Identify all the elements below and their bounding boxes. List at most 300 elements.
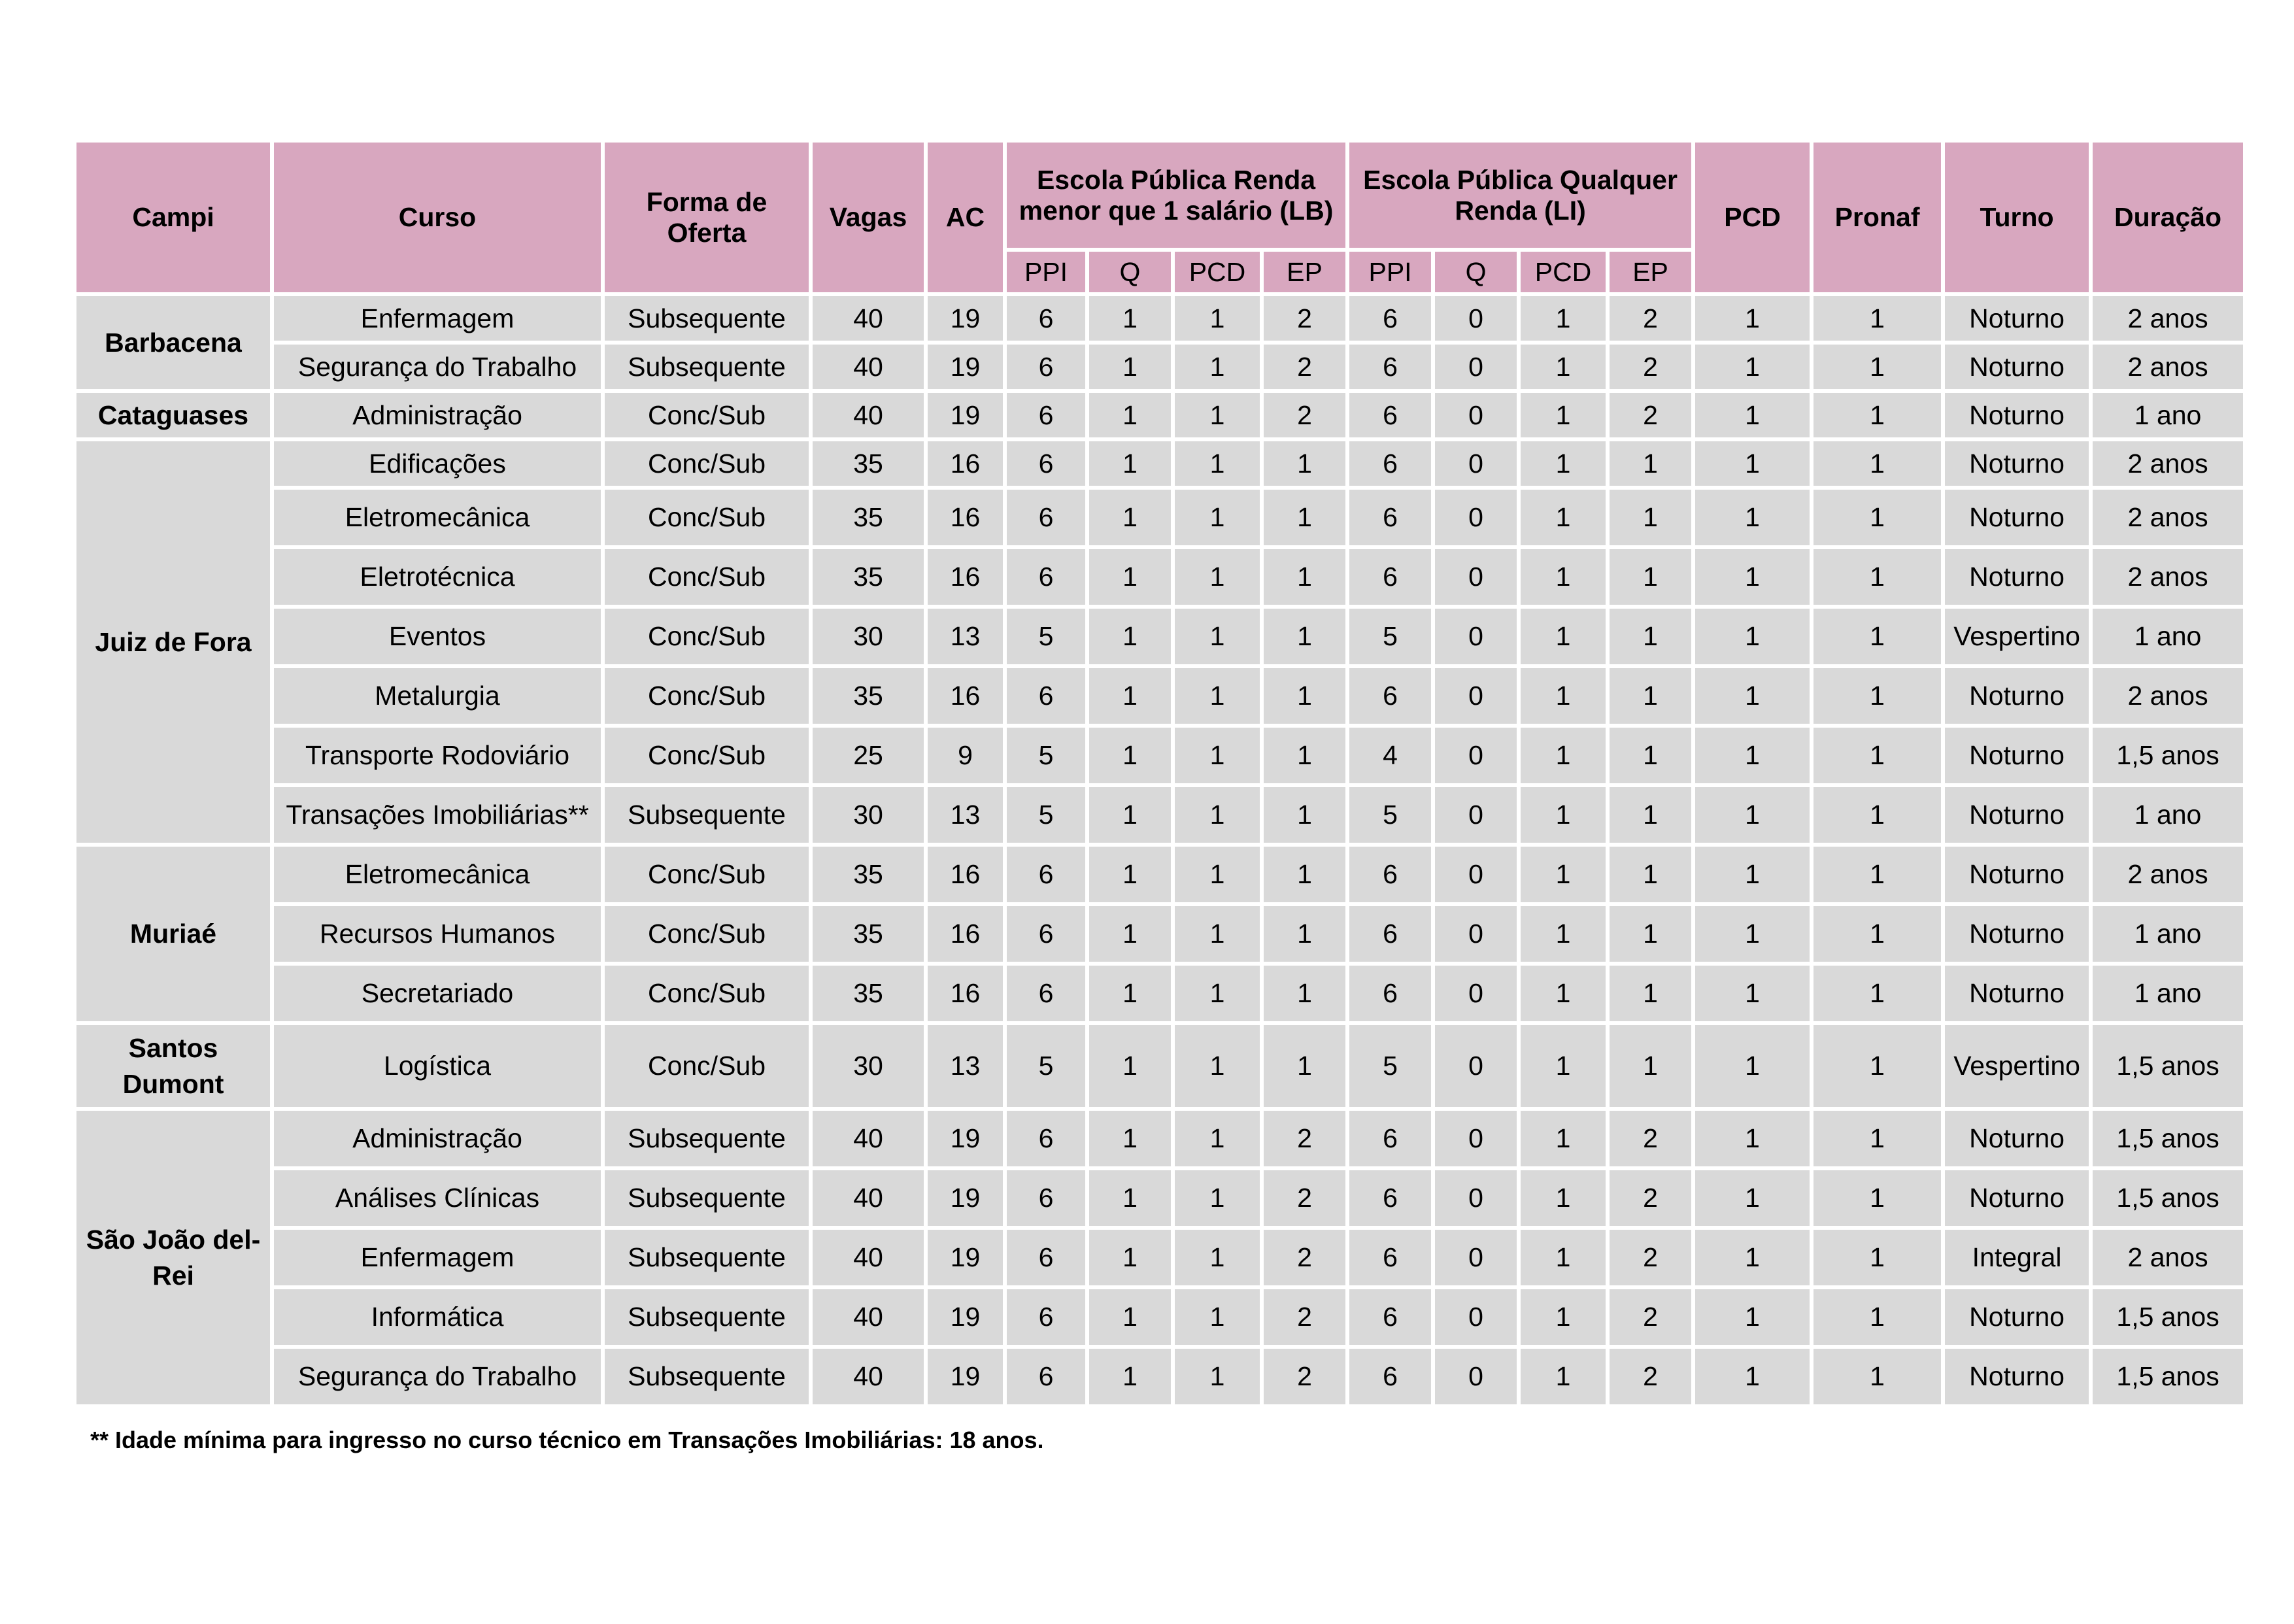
cell-ac: 19 [928,1349,1003,1404]
cell-lb-q: 1 [1089,1025,1171,1107]
cell-pronaf: 1 [1813,728,1941,783]
cell-vagas: 35 [813,847,924,902]
subheader-li-ep: EP [1610,252,1691,292]
cell-li-pcd: 1 [1521,847,1606,902]
cell-li-ppi: 6 [1349,847,1431,902]
cell-li-q: 0 [1435,490,1517,545]
cell-li-pcd: 1 [1521,345,1606,389]
cell-li-pcd: 1 [1521,787,1606,843]
cell-li-ep: 2 [1610,393,1691,437]
cell-lb-ppi: 6 [1007,1289,1085,1345]
cell-li-pcd: 1 [1521,393,1606,437]
cell-li-q: 0 [1435,668,1517,724]
cell-pronaf: 1 [1813,966,1941,1021]
cell-lb-q: 1 [1089,1170,1171,1226]
cell-forma-de-oferta: Subsequente [605,345,809,389]
cell-forma-de-oferta: Conc/Sub [605,1025,809,1107]
cell-lb-ep: 1 [1264,787,1345,843]
table-row [76,296,2243,341]
cell-li-pcd: 1 [1521,1025,1606,1107]
header-escola-publica-lb: Escola Pública Renda menor que 1 salário (LB) [1007,143,1345,248]
cell-duracao: 2 anos [2093,847,2243,902]
cell-duracao: 1 ano [2093,966,2243,1021]
cell-li-pcd: 1 [1521,490,1606,545]
cell-turno: Noturno [1945,549,2089,605]
cell-duracao: 1,5 anos [2093,728,2243,783]
header-forma-de-oferta: Forma de Oferta [605,143,809,292]
header-pcd: PCD [1695,143,1810,292]
cell-lb-ppi: 5 [1007,728,1085,783]
cell-duracao: 2 anos [2093,549,2243,605]
cell-lb-ppi: 5 [1007,1025,1085,1107]
cell-li-ep: 1 [1610,787,1691,843]
cell-pcd: 1 [1695,345,1810,389]
cell-forma-de-oferta: Subsequente [605,296,809,341]
cell-curso: Secretariado [274,966,601,1021]
subheader-li-pcd: PCD [1521,252,1606,292]
cell-turno: Noturno [1945,441,2089,486]
cell-turno: Noturno [1945,668,2089,724]
cell-lb-ep: 1 [1264,668,1345,724]
cell-li-pcd: 1 [1521,966,1606,1021]
cell-lb-q: 1 [1089,728,1171,783]
cell-lb-ep: 2 [1264,393,1345,437]
cell-pcd: 1 [1695,1025,1810,1107]
campus-cell: Barbacena [76,296,270,389]
cell-ac: 19 [928,1230,1003,1285]
cell-lb-q: 1 [1089,296,1171,341]
header-vagas: Vagas [813,143,924,292]
table-row [76,1289,2243,1345]
cell-forma-de-oferta: Conc/Sub [605,966,809,1021]
subheader-li-ppi: PPI [1349,252,1431,292]
cell-curso: Edificações [274,441,601,486]
cell-li-ep: 1 [1610,1025,1691,1107]
cell-curso: Transações Imobiliárias** [274,787,601,843]
cell-lb-ppi: 6 [1007,296,1085,341]
cell-turno: Noturno [1945,728,2089,783]
cell-pcd: 1 [1695,393,1810,437]
cell-pcd: 1 [1695,847,1810,902]
cell-li-q: 0 [1435,441,1517,486]
cell-pcd: 1 [1695,296,1810,341]
cell-li-q: 0 [1435,609,1517,664]
table-row [76,1349,2243,1404]
cell-li-ppi: 6 [1349,1111,1431,1166]
cell-li-q: 0 [1435,1111,1517,1166]
cell-pronaf: 1 [1813,1349,1941,1404]
cell-ac: 13 [928,609,1003,664]
cell-curso: Enfermagem [274,1230,601,1285]
cell-vagas: 35 [813,966,924,1021]
cell-forma-de-oferta: Conc/Sub [605,906,809,962]
cell-ac: 19 [928,345,1003,389]
cell-duracao: 1,5 anos [2093,1289,2243,1345]
cell-lb-ep: 1 [1264,609,1345,664]
cell-vagas: 35 [813,549,924,605]
cell-duracao: 1 ano [2093,787,2243,843]
cell-ac: 19 [928,1111,1003,1166]
cell-pronaf: 1 [1813,296,1941,341]
cell-vagas: 40 [813,1349,924,1404]
cell-ac: 19 [928,393,1003,437]
cell-pronaf: 1 [1813,1111,1941,1166]
table-row [76,609,2243,664]
cell-lb-ppi: 6 [1007,490,1085,545]
cell-lb-ppi: 6 [1007,1349,1085,1404]
cell-li-ppi: 6 [1349,966,1431,1021]
cell-lb-q: 1 [1089,906,1171,962]
table-row [76,1170,2243,1226]
cell-turno: Vespertino [1945,1025,2089,1107]
cell-lb-ep: 2 [1264,1170,1345,1226]
table-row [76,549,2243,605]
cell-lb-ep: 1 [1264,728,1345,783]
cell-lb-q: 1 [1089,847,1171,902]
cell-li-q: 0 [1435,847,1517,902]
cell-lb-q: 1 [1089,668,1171,724]
cell-pcd: 1 [1695,966,1810,1021]
cell-turno: Integral [1945,1230,2089,1285]
cell-li-ep: 1 [1610,668,1691,724]
cell-li-ppi: 6 [1349,490,1431,545]
cell-li-ppi: 6 [1349,1289,1431,1345]
cell-pcd: 1 [1695,1170,1810,1226]
cell-vagas: 40 [813,1170,924,1226]
cell-ac: 13 [928,787,1003,843]
cell-ac: 16 [928,549,1003,605]
cell-pronaf: 1 [1813,906,1941,962]
cell-pcd: 1 [1695,549,1810,605]
cell-pronaf: 1 [1813,549,1941,605]
cell-pronaf: 1 [1813,1230,1941,1285]
cell-forma-de-oferta: Conc/Sub [605,847,809,902]
campus-cell: Santos Dumont [76,1025,270,1107]
cell-li-pcd: 1 [1521,1349,1606,1404]
cell-li-ep: 1 [1610,609,1691,664]
cell-pcd: 1 [1695,787,1810,843]
cell-turno: Noturno [1945,1111,2089,1166]
cell-li-ep: 1 [1610,549,1691,605]
cell-forma-de-oferta: Subsequente [605,1289,809,1345]
cell-duracao: 2 anos [2093,668,2243,724]
table-row [76,490,2243,545]
cell-lb-ep: 2 [1264,1230,1345,1285]
cell-pronaf: 1 [1813,1025,1941,1107]
cell-vagas: 40 [813,1289,924,1345]
cell-li-ppi: 4 [1349,728,1431,783]
cell-lb-ppi: 6 [1007,668,1085,724]
cell-li-q: 0 [1435,1230,1517,1285]
cell-li-ppi: 6 [1349,1349,1431,1404]
cell-li-q: 0 [1435,393,1517,437]
cell-vagas: 35 [813,490,924,545]
cell-lb-ppi: 6 [1007,966,1085,1021]
header-escola-publica-li: Escola Pública Qualquer Renda (LI) [1349,143,1691,248]
cell-lb-pcd: 1 [1175,847,1260,902]
cell-ac: 16 [928,668,1003,724]
table-row [76,1111,2243,1166]
cell-lb-pcd: 1 [1175,441,1260,486]
cell-turno: Noturno [1945,490,2089,545]
cell-lb-q: 1 [1089,1111,1171,1166]
cell-lb-q: 1 [1089,393,1171,437]
cell-lb-ppi: 6 [1007,441,1085,486]
cell-lb-pcd: 1 [1175,668,1260,724]
campus-cell: São João del-Rei [76,1111,270,1404]
table-row [76,1025,2243,1107]
cell-duracao: 1,5 anos [2093,1349,2243,1404]
cell-curso: Enfermagem [274,296,601,341]
cell-vagas: 40 [813,1230,924,1285]
cell-vagas: 40 [813,1111,924,1166]
cell-li-ppi: 6 [1349,393,1431,437]
cell-lb-pcd: 1 [1175,549,1260,605]
table-row [76,787,2243,843]
cell-lb-q: 1 [1089,441,1171,486]
cell-vagas: 40 [813,393,924,437]
cell-li-ppi: 6 [1349,1230,1431,1285]
campus-cell: Muriaé [76,847,270,1021]
cell-duracao: 2 anos [2093,1230,2243,1285]
cell-li-q: 0 [1435,345,1517,389]
cell-lb-pcd: 1 [1175,1025,1260,1107]
cell-li-pcd: 1 [1521,1170,1606,1226]
cell-pcd: 1 [1695,728,1810,783]
cell-curso: Informática [274,1289,601,1345]
cell-ac: 19 [928,296,1003,341]
cell-vagas: 30 [813,787,924,843]
cell-lb-ep: 2 [1264,296,1345,341]
cell-curso: Eventos [274,609,601,664]
cell-li-ep: 1 [1610,490,1691,545]
cell-curso: Segurança do Trabalho [274,345,601,389]
cell-curso: Eletromecânica [274,490,601,545]
cell-forma-de-oferta: Subsequente [605,787,809,843]
subheader-lb-ppi: PPI [1007,252,1085,292]
header-ac: AC [928,143,1003,292]
cell-li-ppi: 6 [1349,549,1431,605]
cell-li-ep: 2 [1610,1170,1691,1226]
cell-lb-pcd: 1 [1175,1230,1260,1285]
cell-lb-q: 1 [1089,345,1171,389]
header-turno: Turno [1945,143,2089,292]
cell-duracao: 1 ano [2093,609,2243,664]
table-body [76,296,2243,1404]
cell-li-q: 0 [1435,1289,1517,1345]
cell-lb-ppi: 6 [1007,1230,1085,1285]
cell-lb-ep: 1 [1264,549,1345,605]
cell-li-q: 0 [1435,549,1517,605]
cell-lb-q: 1 [1089,966,1171,1021]
cell-li-ep: 1 [1610,906,1691,962]
cell-ac: 16 [928,906,1003,962]
table-row [76,441,2243,486]
cell-ac: 16 [928,966,1003,1021]
cell-curso: Administração [274,1111,601,1166]
cell-li-q: 0 [1435,1349,1517,1404]
cell-turno: Noturno [1945,906,2089,962]
cell-li-q: 0 [1435,966,1517,1021]
cell-lb-ep: 1 [1264,490,1345,545]
cell-curso: Eletromecânica [274,847,601,902]
cell-lb-ep: 1 [1264,1025,1345,1107]
cell-li-ep: 1 [1610,966,1691,1021]
cell-pcd: 1 [1695,609,1810,664]
cell-li-pcd: 1 [1521,1111,1606,1166]
cell-ac: 19 [928,1289,1003,1345]
cell-lb-ppi: 6 [1007,847,1085,902]
cell-lb-q: 1 [1089,787,1171,843]
cell-lb-pcd: 1 [1175,906,1260,962]
cell-forma-de-oferta: Subsequente [605,1349,809,1404]
cell-pronaf: 1 [1813,441,1941,486]
cell-lb-q: 1 [1089,1289,1171,1345]
cell-duracao: 2 anos [2093,345,2243,389]
cell-curso: Segurança do Trabalho [274,1349,601,1404]
cell-li-ppi: 6 [1349,906,1431,962]
cell-li-ppi: 5 [1349,609,1431,664]
cell-li-pcd: 1 [1521,1289,1606,1345]
cell-curso: Análises Clínicas [274,1170,601,1226]
table-row [76,668,2243,724]
subheader-li-q: Q [1435,252,1517,292]
cell-lb-q: 1 [1089,490,1171,545]
header-curso: Curso [274,143,601,292]
cell-duracao: 1,5 anos [2093,1111,2243,1166]
cell-li-q: 0 [1435,728,1517,783]
cell-duracao: 1,5 anos [2093,1025,2243,1107]
subheader-lb-q: Q [1089,252,1171,292]
cell-ac: 16 [928,847,1003,902]
cell-turno: Vespertino [1945,609,2089,664]
cell-lb-q: 1 [1089,609,1171,664]
cell-duracao: 2 anos [2093,296,2243,341]
cell-vagas: 30 [813,1025,924,1107]
cell-li-ppi: 5 [1349,1025,1431,1107]
cell-pronaf: 1 [1813,345,1941,389]
cell-lb-ep: 2 [1264,1289,1345,1345]
cell-lb-ep: 2 [1264,1349,1345,1404]
footnote: ** Idade mínima para ingresso no curso técnico em Transações Imobiliárias: 18 anos. [90,1427,1044,1453]
table-row [76,1230,2243,1285]
cell-lb-pcd: 1 [1175,728,1260,783]
cell-lb-ppi: 6 [1007,393,1085,437]
cell-li-q: 0 [1435,296,1517,341]
vagas-table [73,139,2247,1408]
cell-forma-de-oferta: Subsequente [605,1111,809,1166]
cell-vagas: 35 [813,668,924,724]
cell-li-pcd: 1 [1521,441,1606,486]
cell-curso: Administração [274,393,601,437]
cell-ac: 9 [928,728,1003,783]
cell-vagas: 30 [813,609,924,664]
cell-pronaf: 1 [1813,393,1941,437]
cell-pronaf: 1 [1813,668,1941,724]
cell-lb-pcd: 1 [1175,787,1260,843]
cell-li-ep: 1 [1610,441,1691,486]
cell-duracao: 1 ano [2093,906,2243,962]
cell-pcd: 1 [1695,1289,1810,1345]
campus-cell: Juiz de Fora [76,441,270,843]
cell-pcd: 1 [1695,1230,1810,1285]
cell-li-pcd: 1 [1521,668,1606,724]
cell-vagas: 25 [813,728,924,783]
cell-pcd: 1 [1695,668,1810,724]
cell-forma-de-oferta: Subsequente [605,1230,809,1285]
cell-curso: Eletrotécnica [274,549,601,605]
cell-forma-de-oferta: Conc/Sub [605,668,809,724]
cell-li-pcd: 1 [1521,906,1606,962]
table-row [76,847,2243,902]
cell-lb-q: 1 [1089,549,1171,605]
campus-cell: Cataguases [76,393,270,437]
cell-pcd: 1 [1695,441,1810,486]
cell-li-ep: 2 [1610,1289,1691,1345]
cell-li-ep: 2 [1610,1111,1691,1166]
cell-lb-ep: 1 [1264,847,1345,902]
table-row [76,345,2243,389]
subheader-lb-pcd: PCD [1175,252,1260,292]
cell-vagas: 35 [813,441,924,486]
cell-turno: Noturno [1945,393,2089,437]
cell-li-ppi: 6 [1349,668,1431,724]
cell-forma-de-oferta: Conc/Sub [605,490,809,545]
cell-lb-ppi: 6 [1007,549,1085,605]
cell-lb-ppi: 6 [1007,906,1085,962]
cell-lb-pcd: 1 [1175,1349,1260,1404]
cell-li-ep: 1 [1610,728,1691,783]
cell-vagas: 40 [813,345,924,389]
cell-li-ep: 2 [1610,1230,1691,1285]
cell-ac: 16 [928,490,1003,545]
cell-li-pcd: 1 [1521,609,1606,664]
cell-duracao: 2 anos [2093,441,2243,486]
cell-li-pcd: 1 [1521,728,1606,783]
cell-li-pcd: 1 [1521,296,1606,341]
cell-pronaf: 1 [1813,1170,1941,1226]
cell-lb-pcd: 1 [1175,1111,1260,1166]
cell-ac: 16 [928,441,1003,486]
cell-lb-pcd: 1 [1175,1289,1260,1345]
cell-li-ep: 2 [1610,345,1691,389]
table-row [76,906,2243,962]
cell-li-ep: 2 [1610,1349,1691,1404]
cell-pronaf: 1 [1813,1289,1941,1345]
cell-forma-de-oferta: Conc/Sub [605,728,809,783]
cell-forma-de-oferta: Conc/Sub [605,393,809,437]
cell-li-ep: 2 [1610,296,1691,341]
cell-lb-pcd: 1 [1175,345,1260,389]
cell-lb-pcd: 1 [1175,393,1260,437]
cell-curso: Metalurgia [274,668,601,724]
cell-li-q: 0 [1435,787,1517,843]
cell-lb-ep: 1 [1264,906,1345,962]
table-row [76,728,2243,783]
cell-li-ep: 1 [1610,847,1691,902]
cell-turno: Noturno [1945,1170,2089,1226]
header-pronaf: Pronaf [1813,143,1941,292]
cell-lb-ep: 2 [1264,1111,1345,1166]
cell-lb-q: 1 [1089,1230,1171,1285]
cell-li-pcd: 1 [1521,1230,1606,1285]
cell-lb-pcd: 1 [1175,966,1260,1021]
cell-curso: Recursos Humanos [274,906,601,962]
cell-li-q: 0 [1435,1025,1517,1107]
cell-li-q: 0 [1435,906,1517,962]
cell-turno: Noturno [1945,296,2089,341]
cell-forma-de-oferta: Conc/Sub [605,609,809,664]
